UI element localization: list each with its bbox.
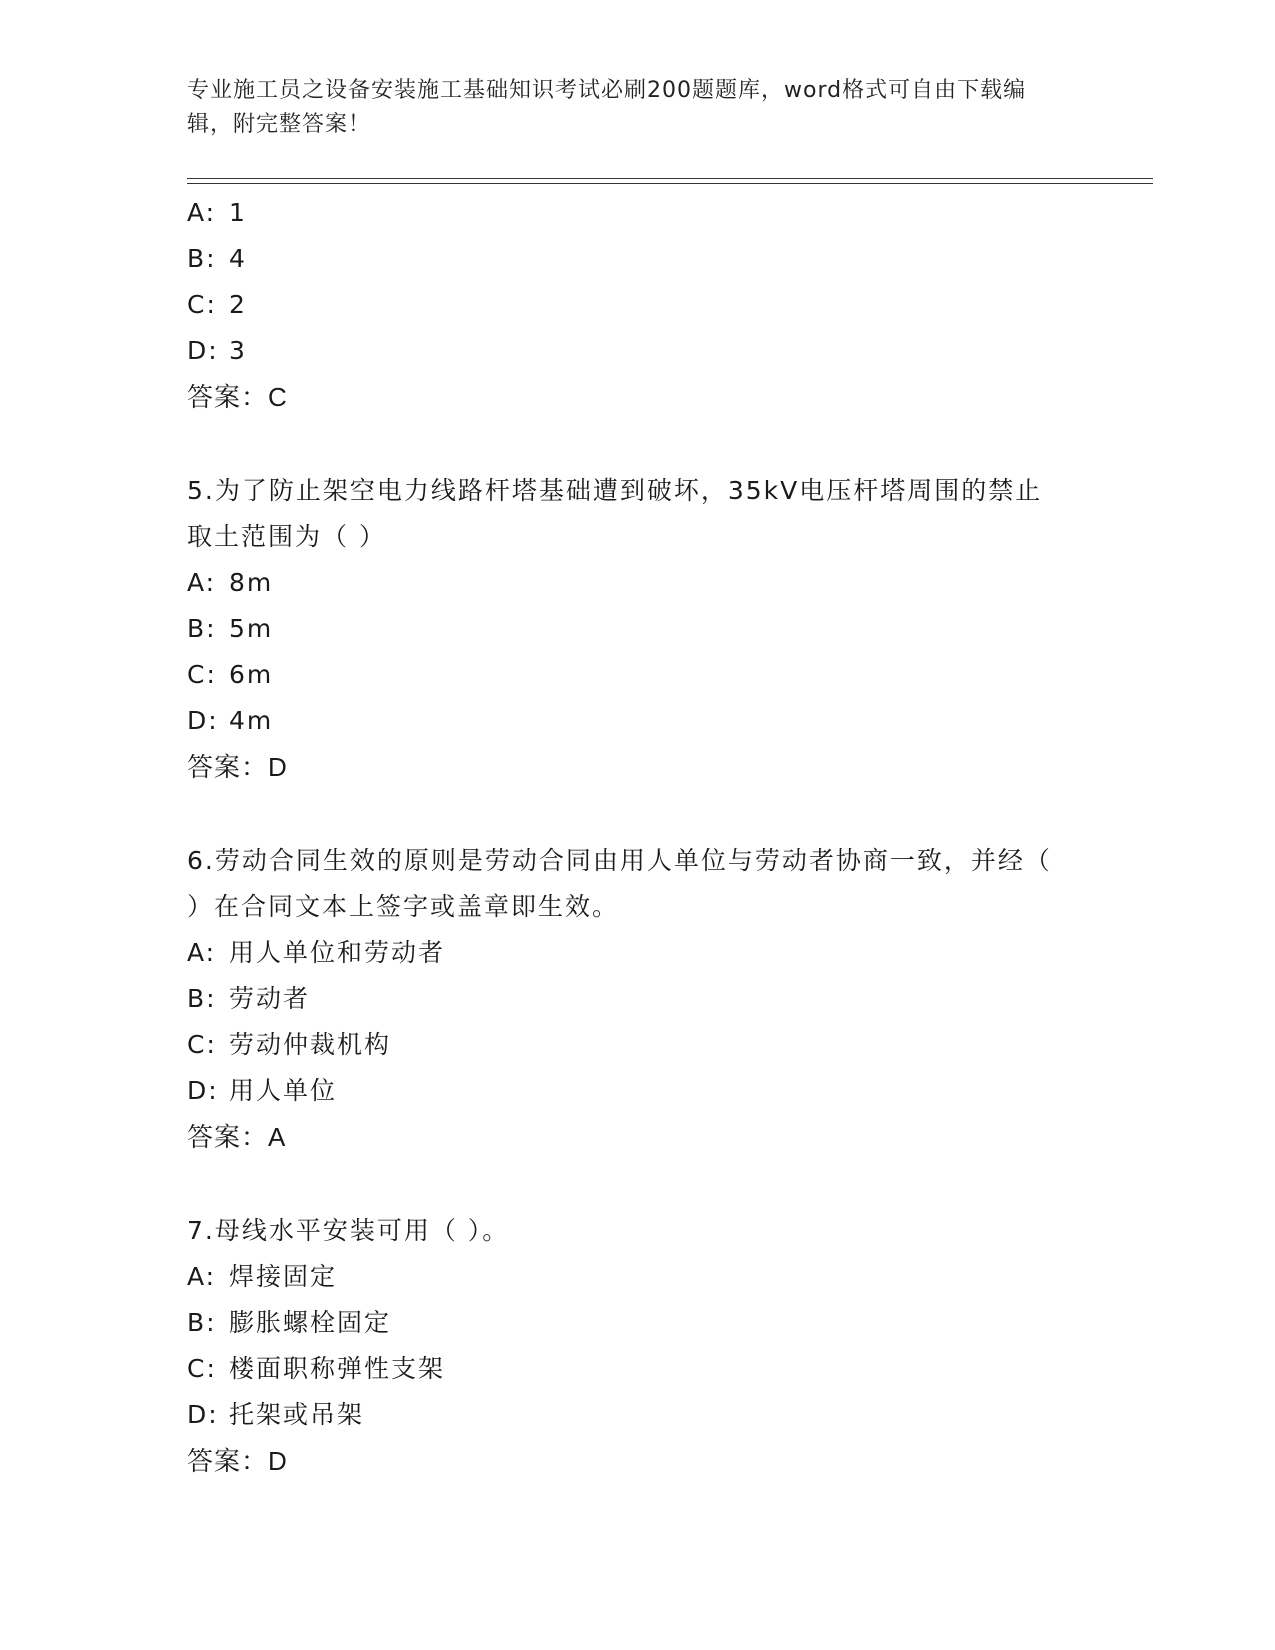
- question-block-7: [187, 1208, 1087, 1484]
- question-text: 6.劳动合同生效的原则是劳动合同由用人单位与劳动者协商一致，并经（ ）在合同文本上签字或盖章即生效。: [187, 846, 1052, 921]
- question-block-partial: [187, 190, 1087, 420]
- option-a: A: 1: [187, 198, 247, 227]
- header-divider: [187, 178, 1153, 179]
- option-d: D: 托架或吊架: [187, 1400, 365, 1429]
- question-list: [187, 190, 1087, 1484]
- option-b: B: 膨胀螺栓固定: [187, 1308, 392, 1337]
- answer-line: 答案：D: [187, 752, 288, 782]
- option-a: A: 用人单位和劳动者: [187, 938, 446, 967]
- question-text: 5.为了防止架空电力线路杆塔基础遭到破坏，35kV电压杆塔周围的禁止取土范围为（ ）: [187, 476, 1043, 551]
- option-b: B: 劳动者: [187, 984, 311, 1013]
- option-d: D: 用人单位: [187, 1076, 338, 1105]
- page-header: [187, 74, 1067, 142]
- answer-line: 答案：D: [187, 1446, 288, 1476]
- answer-line: 答案：A: [187, 1122, 287, 1152]
- header-divider-second: [187, 183, 1153, 184]
- question-block-6: [187, 838, 1087, 1160]
- option-a: A: 8m: [187, 568, 274, 597]
- option-a: A: 焊接固定: [187, 1262, 338, 1291]
- option-c: C: 楼面职称弹性支架: [187, 1354, 446, 1383]
- question-block-5: [187, 468, 1087, 790]
- option-d: D: 4m: [187, 706, 274, 735]
- document-title: 专业施工员之设备安装施工基础知识考试必刷200题题库，word格式可自由下载编辑，附完整答案！: [187, 78, 1027, 137]
- option-d: D: 3: [187, 336, 247, 365]
- option-c: C: 2: [187, 290, 247, 319]
- option-b: B: 4: [187, 244, 247, 273]
- question-text: 7.母线水平安装可用（ ）。: [187, 1216, 510, 1245]
- option-b: B: 5m: [187, 614, 274, 643]
- option-c: C: 劳动仲裁机构: [187, 1030, 392, 1059]
- answer-line: 答案：C: [187, 382, 288, 412]
- option-c: C: 6m: [187, 660, 274, 689]
